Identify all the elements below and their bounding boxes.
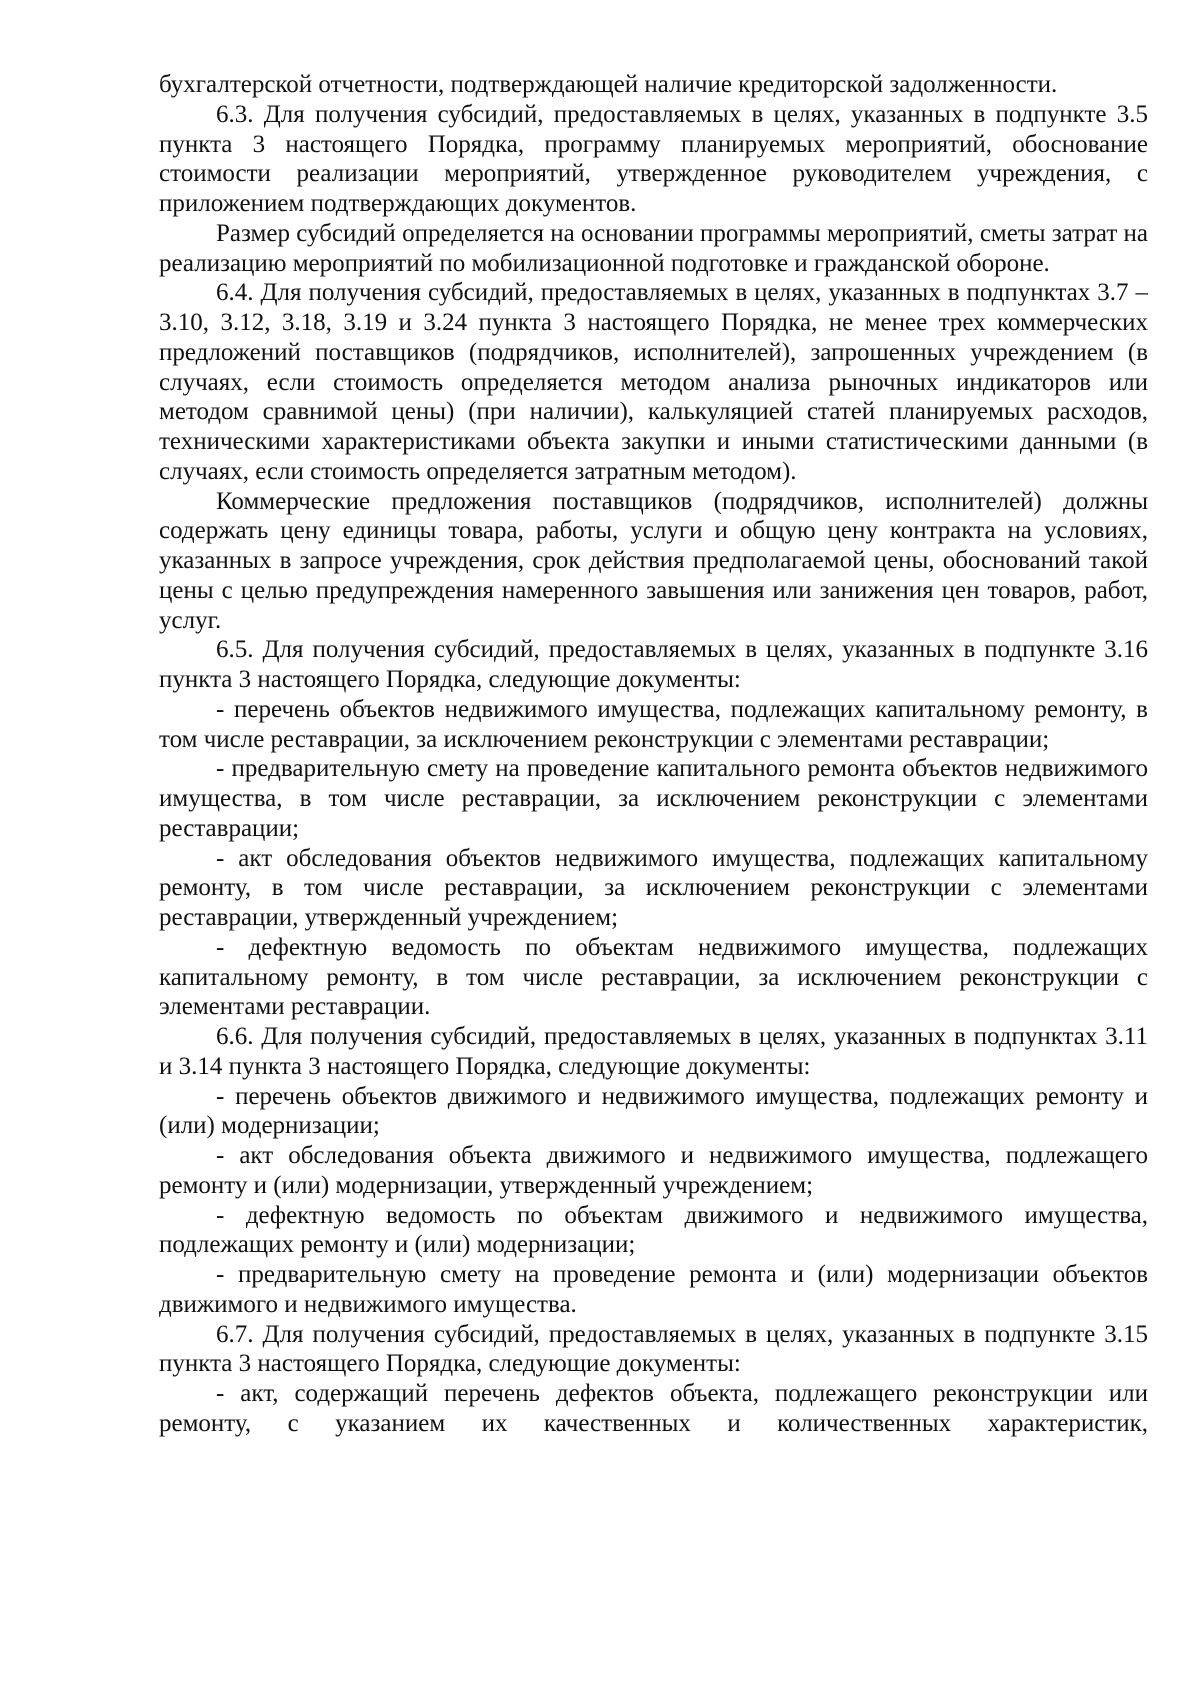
paragraph-6-7: 6.7. Для получения субсидий, предоставляемых в целях, указанных в подпункте 3.15 пункта 3 настоящего Порядка, следующие документы: (159, 1320, 1148, 1378)
document-page (159, 70, 1148, 1439)
list-item-6-6-3: - дефектную ведомость по объектам движимого и недвижимого имущества, подлежащих ремонту и (или) модернизации; (159, 1201, 1148, 1259)
paragraph-6-3: 6.3. Для получения субсидий, предоставляемых в целях, указанных в подпункте 3.5 пункта 3 настоящего Порядка, программу планируемых мероприятий, обоснование стоимости реализации мероприятий, утвержденное руководителем учреждения, с приложением подтверждающих документов. (159, 100, 1148, 217)
paragraph-6-6: 6.6. Для получения субсидий, предоставляемых в целях, указанных в подпунктах 3.11 и 3.14 пункта 3 настоящего Порядка, следующие документы: (159, 1023, 1148, 1080)
paragraph-6-5: 6.5. Для получения субсидий, предоставляемых в целях, указанных в подпункте 3.16 пункта 3 настоящего Порядка, следующие документы: (159, 636, 1148, 693)
list-item-6-5-3: - акт обследования объектов недвижимого имущества, подлежащих капитальному ремонту, в том числе реставрации, за исключением реконструкции с элементами реставрации, утвержденный учреждением; (159, 844, 1148, 931)
paragraph-0: бухгалтерской отчетности, подтверждающей наличие кредиторской задолженности. (159, 71, 1058, 98)
paragraph-6-4: 6.4. Для получения субсидий, предоставляемых в целях, указанных в подпунктах 3.7 – 3.10, 3.12, 3.18, 3.19 и 3.24 пункта 3 настоящего Порядка, не менее трех коммерческих предложений поставщиков (подрядчиков, исполнителей), запрошенных учреждением (в случаях, если стоимость определяется методом анализа рыночных индикаторов или методом сравнимой цены) (при наличии), калькуляцией статей планируемых расходов, техническими характеристиками объекта закупки и иными статистическими данными (в случаях, если стоимость определяется затратным методом). (159, 279, 1148, 485)
list-item-6-5-1: - перечень объектов недвижимого имущества, подлежащих капитальному ремонту, в том числе реставрации, за исключением реконструкции с элементами реставрации; (159, 695, 1148, 753)
paragraph-commercial-offers: Коммерческие предложения поставщиков (подрядчиков, исполнителей) должны содержать цену единицы товара, работы, услуги и общую цену контракта на условиях, указанных в запросе учреждения, срок действия предполагаемой цены, обоснований такой цены с целью предупреждения намеренного завышения или занижения цен товаров, работ, услуг. (159, 487, 1148, 634)
list-item-6-5-2: - предварительную смету на проведение капитального ремонта объектов недвижимого имущества, в том числе реставрации, за исключением реконструкции с элементами реставрации; (159, 755, 1148, 842)
list-item-6-6-4: - предварительную смету на проведение ремонта и (или) модернизации объектов движимого и недвижимого имущества. (159, 1261, 1148, 1318)
list-item-6-5-4: - дефектную ведомость по объектам недвижимого имущества, подлежащих капитальному ремонту, в том числе реставрации, за исключением реконструкции с элементами реставрации. (159, 933, 1148, 1021)
list-item-6-6-1: - перечень объектов движимого и недвижимого имущества, подлежащих ремонту и (или) модернизации; (159, 1082, 1148, 1140)
paragraph-subsidy-size: Размер субсидий определяется на основании программы мероприятий, сметы затрат на реализацию мероприятий по мобилизационной подготовке и гражданской обороне. (159, 219, 1148, 277)
list-item-6-6-2: - акт обследования объекта движимого и недвижимого имущества, подлежащего ремонту и (или) модернизации, утвержденный учреждением; (159, 1142, 1148, 1199)
list-item-6-7-1: - акт, содержащий перечень дефектов объекта, подлежащего реконструкции или ремонту, с указанием их качественных и количественных характеристик, (159, 1380, 1148, 1437)
